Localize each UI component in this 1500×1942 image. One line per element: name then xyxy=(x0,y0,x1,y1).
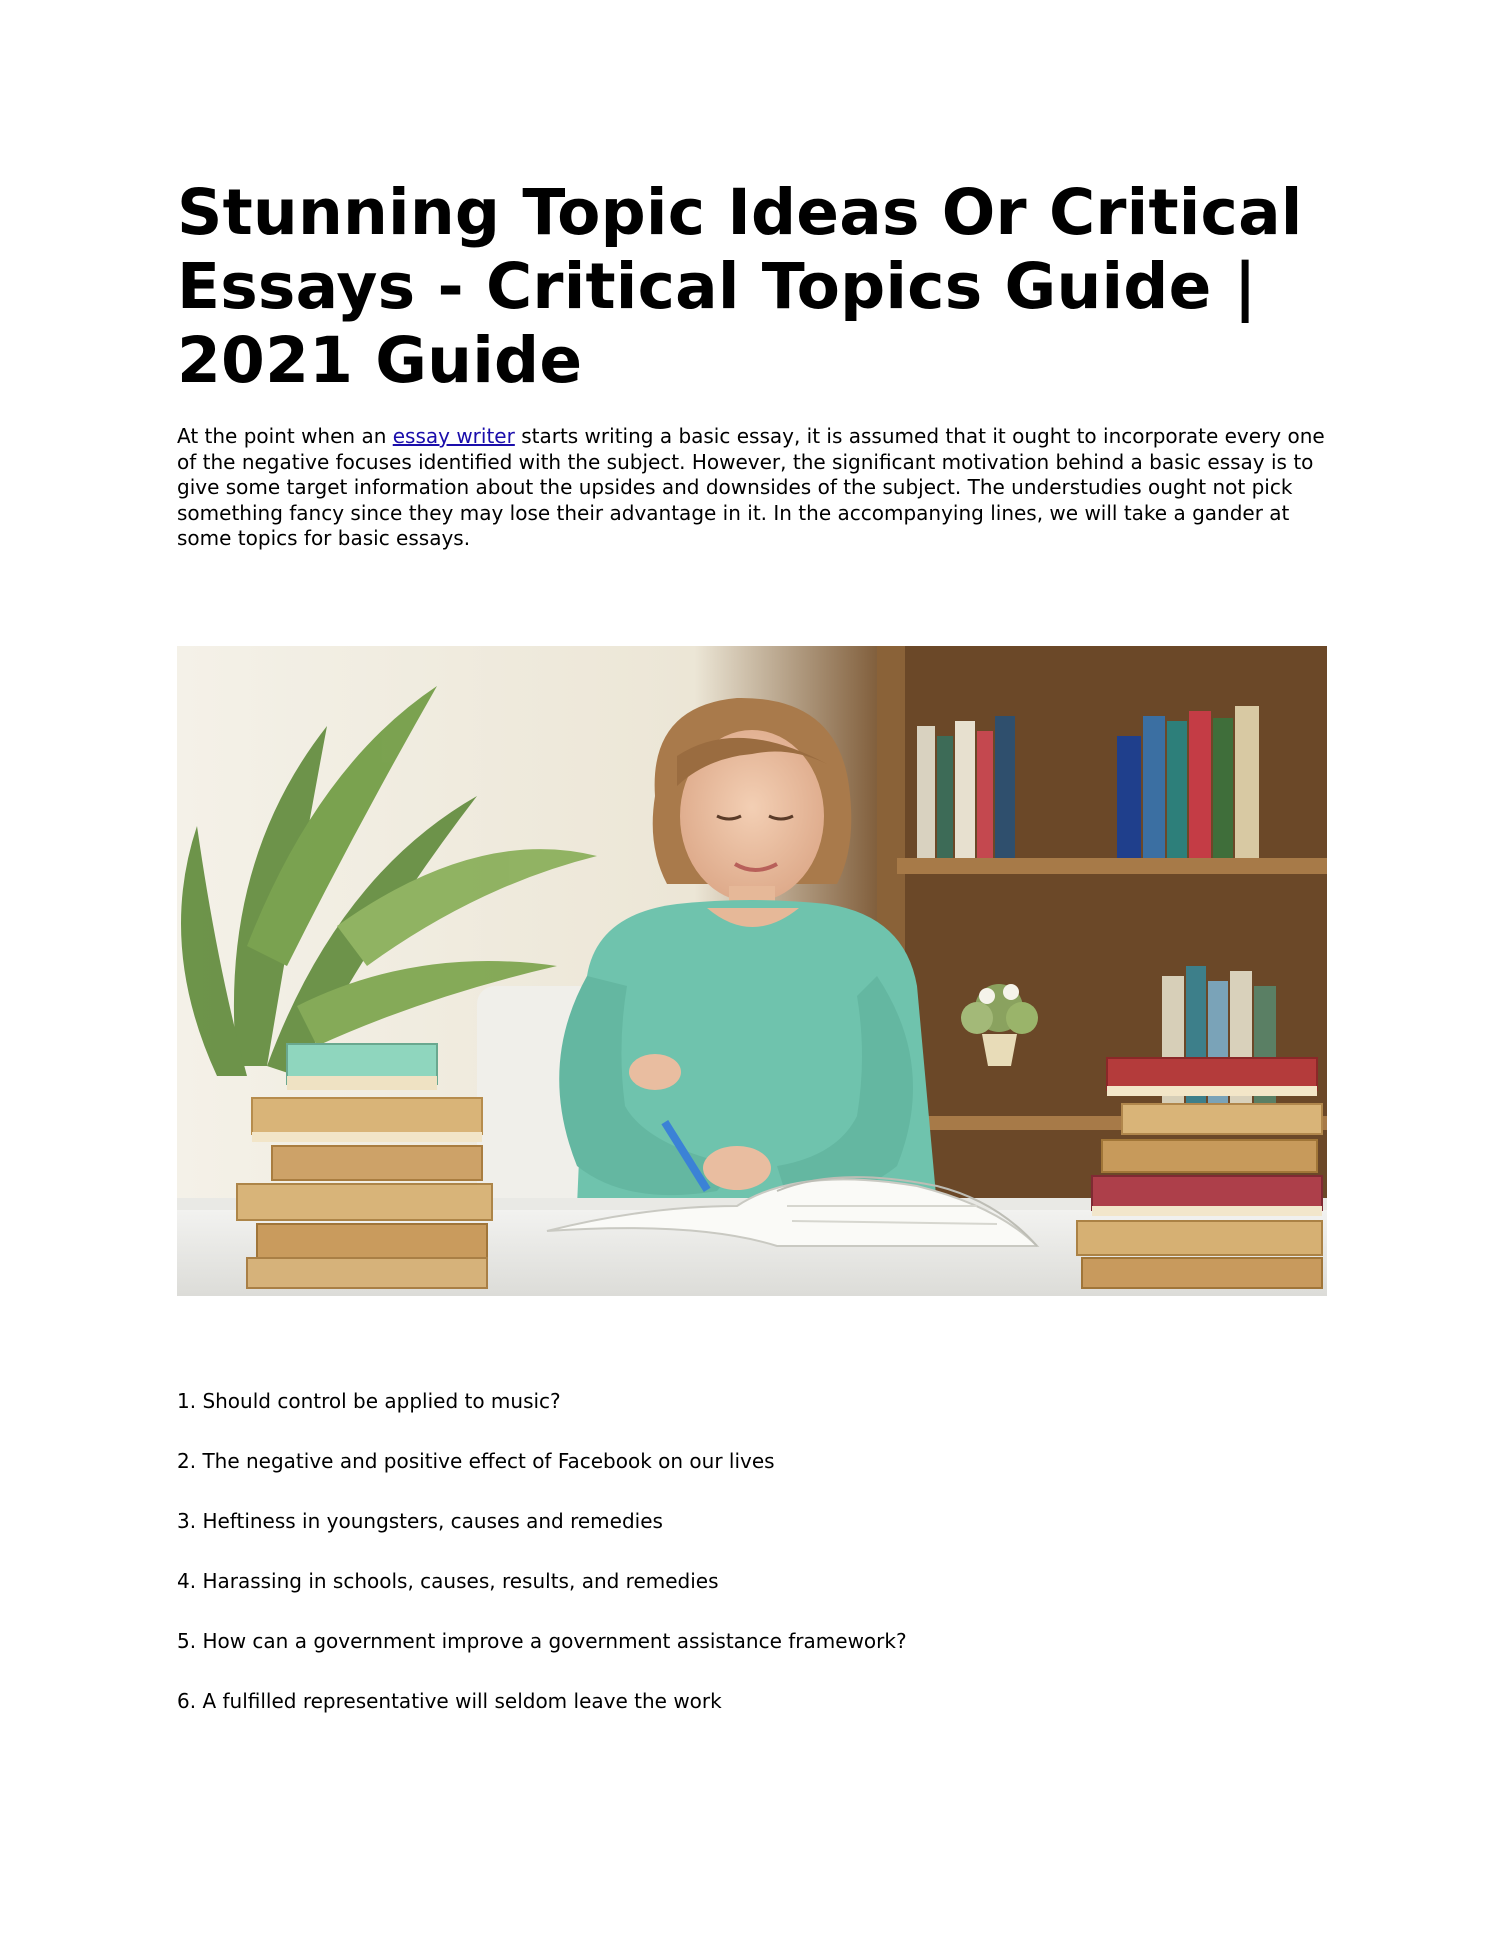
list-item: 4. Harassing in schools, causes, results, and remedies xyxy=(177,1569,719,1593)
title-line-3: 2021 Guide xyxy=(177,324,583,397)
title-line-2: Essays - Critical Topics Guide | xyxy=(177,250,1257,323)
essay-writer-link[interactable]: essay writer xyxy=(392,424,515,448)
intro-text-before-link: At the point when an xyxy=(177,424,393,448)
list-item: 5. How can a government improve a government assistance framework? xyxy=(177,1629,907,1653)
book-stack-right xyxy=(1077,1058,1322,1288)
list-item: 6. A fulfilled representative will seldom leave the work xyxy=(177,1689,722,1713)
intro-text-after-link: starts writing a basic essay, it is assumed that it ought to incorporate every one of the negative focuses identified with the subject. However, the significant motivation behind a basic essay is to give some target information about the upsides and downsides of the subject. The understudies ought not pick something fancy since they may lose their advantage in it. In the accompanying lines, we will take a gander at some topics for basic essays. xyxy=(177,424,1325,550)
page-title xyxy=(177,176,1327,398)
title-line-1: Stunning Topic Ideas Or Critical xyxy=(177,176,1303,249)
list-item: 1. Should control be applied to music? xyxy=(177,1389,561,1413)
topic-list xyxy=(177,1388,1327,1748)
intro-paragraph xyxy=(177,424,1327,552)
list-item: 3. Heftiness in youngsters, causes and remedies xyxy=(177,1509,663,1533)
list-item: 2. The negative and positive effect of Facebook on our lives xyxy=(177,1449,775,1473)
woman-writing-photo xyxy=(177,646,1327,1296)
